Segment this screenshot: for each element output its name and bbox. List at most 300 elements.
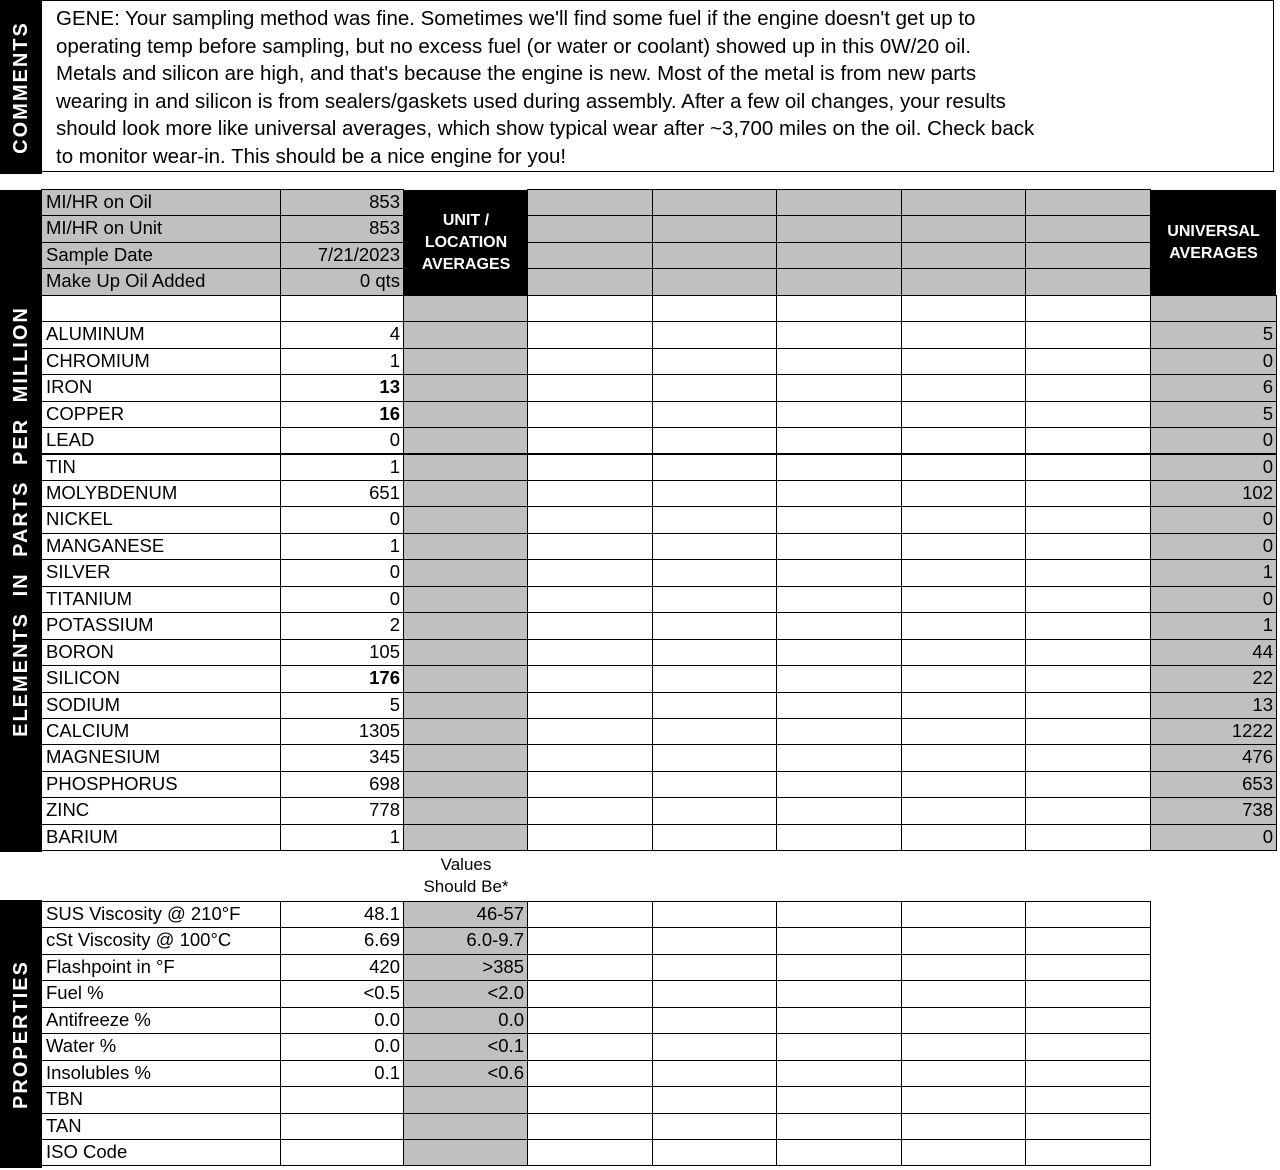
history-cell <box>652 215 777 242</box>
history-cell <box>901 321 1026 348</box>
element-label: MAGNESIUM <box>41 744 281 771</box>
comment-line: Metals and silicon are high, and that's because the engine is new. Most of the metal is from new parts <box>56 62 977 86</box>
history-cell <box>527 692 653 719</box>
unit-average-cell <box>403 639 528 666</box>
history-cell <box>1025 824 1151 851</box>
history-cell <box>652 427 777 454</box>
history-cell <box>776 506 902 533</box>
history-cell <box>776 348 902 375</box>
history-cell <box>1025 744 1151 771</box>
property-should-be: >385 <box>403 954 528 981</box>
history-cell <box>901 771 1026 798</box>
info-label: Sample Date <box>41 242 281 269</box>
history-cell <box>652 321 777 348</box>
header-line: UNIVERSAL <box>1167 223 1260 240</box>
history-cell <box>901 506 1026 533</box>
unit-average-cell <box>403 771 528 798</box>
history-cell <box>652 480 777 507</box>
property-value: 48.1 <box>280 901 404 928</box>
spacer-cell <box>280 295 404 322</box>
universal-average-value: 0 <box>1150 506 1277 533</box>
element-value: 345 <box>280 744 404 771</box>
history-cell <box>901 1113 1026 1140</box>
history-cell <box>527 268 653 295</box>
history-cell <box>776 612 902 639</box>
header-line: Values <box>440 855 492 874</box>
history-cell <box>901 797 1026 824</box>
history-cell <box>776 295 902 322</box>
history-cell <box>652 927 777 954</box>
universal-average-value: 1 <box>1150 612 1277 639</box>
property-label: Water % <box>41 1033 281 1060</box>
history-cell <box>652 348 777 375</box>
history-cell <box>901 901 1026 928</box>
properties-section-label <box>0 900 42 1168</box>
history-cell <box>652 665 777 692</box>
elements-heading: ELEMENTS IN PARTS PER MILLION <box>9 305 32 737</box>
history-cell <box>652 506 777 533</box>
history-cell <box>776 374 902 401</box>
elements-section-label <box>0 190 42 852</box>
header-line: Should Be* <box>423 877 509 896</box>
element-label: IRON <box>41 374 281 401</box>
history-cell <box>901 1139 1026 1166</box>
info-value: 853 <box>280 215 404 242</box>
history-cell <box>652 692 777 719</box>
history-cell <box>1025 1139 1151 1166</box>
info-label: MI/HR on Oil <box>41 189 281 216</box>
history-cell <box>901 374 1026 401</box>
history-cell <box>527 506 653 533</box>
universal-average-value: 22 <box>1150 665 1277 692</box>
element-value: 651 <box>280 480 404 507</box>
history-cell <box>652 401 777 428</box>
history-cell <box>901 692 1026 719</box>
header-line: LOCATION <box>424 234 508 251</box>
history-cell <box>652 824 777 851</box>
history-cell <box>527 1086 653 1113</box>
property-should-be <box>403 1139 528 1166</box>
comment-line: to monitor wear-in. This should be a nice engine for you! <box>56 144 567 168</box>
history-cell <box>652 980 777 1007</box>
history-cell <box>652 771 777 798</box>
property-should-be: 0.0 <box>403 1007 528 1034</box>
history-cell <box>1025 586 1151 613</box>
history-cell <box>901 586 1026 613</box>
history-cell <box>901 427 1026 454</box>
element-value: 698 <box>280 771 404 798</box>
history-cell <box>776 927 902 954</box>
history-cell <box>776 771 902 798</box>
history-cell <box>901 242 1026 269</box>
history-cell <box>776 401 902 428</box>
history-cell <box>776 559 902 586</box>
universal-average-value: 0 <box>1150 348 1277 375</box>
universal-average-value: 653 <box>1150 771 1277 798</box>
history-cell <box>652 954 777 981</box>
history-cell <box>901 718 1026 745</box>
history-cell <box>1025 1007 1151 1034</box>
universal-averages-header <box>1151 190 1276 296</box>
history-cell <box>1025 506 1151 533</box>
universal-average-value: 5 <box>1150 401 1277 428</box>
history-cell <box>1025 559 1151 586</box>
history-cell <box>652 559 777 586</box>
info-value: 0 qts <box>280 268 404 295</box>
universal-average-value: 0 <box>1150 454 1277 481</box>
property-label: Flashpoint in °F <box>41 954 281 981</box>
property-should-be <box>403 1086 528 1113</box>
property-value: 420 <box>280 954 404 981</box>
history-cell <box>901 533 1026 560</box>
element-value: 16 <box>280 401 404 428</box>
element-value: 0 <box>280 506 404 533</box>
history-cell <box>901 268 1026 295</box>
universal-average-value: 476 <box>1150 744 1277 771</box>
unit-average-cell <box>403 401 528 428</box>
history-cell <box>527 1007 653 1034</box>
history-cell <box>776 639 902 666</box>
comment-line: wearing in and silicon is from sealers/gaskets used during assembly. After a few oil changes, your results <box>56 89 1006 113</box>
element-label: NICKEL <box>41 506 281 533</box>
history-cell <box>776 980 902 1007</box>
history-cell <box>652 533 777 560</box>
element-label: POTASSIUM <box>41 612 281 639</box>
info-label: Make Up Oil Added <box>41 268 281 295</box>
history-cell <box>901 454 1026 481</box>
history-cell <box>901 401 1026 428</box>
element-value: 4 <box>280 321 404 348</box>
property-label: TBN <box>41 1086 281 1113</box>
history-cell <box>776 215 902 242</box>
universal-average-value: 5 <box>1150 321 1277 348</box>
history-cell <box>527 612 653 639</box>
history-cell <box>1025 242 1151 269</box>
element-label: BORON <box>41 639 281 666</box>
unit-average-cell <box>403 295 528 322</box>
unit-average-cell <box>403 692 528 719</box>
history-cell <box>901 348 1026 375</box>
element-value: 0 <box>280 559 404 586</box>
history-cell <box>527 980 653 1007</box>
element-value: 1 <box>280 454 404 481</box>
property-value <box>280 1086 404 1113</box>
element-label: SILICON <box>41 665 281 692</box>
history-cell <box>776 665 902 692</box>
history-cell <box>527 242 653 269</box>
unit-average-cell <box>403 533 528 560</box>
property-value <box>280 1113 404 1140</box>
history-cell <box>901 1086 1026 1113</box>
history-cell <box>527 954 653 981</box>
history-cell <box>527 348 653 375</box>
history-cell <box>652 1060 777 1087</box>
element-label: PHOSPHORUS <box>41 771 281 798</box>
history-cell <box>1025 427 1151 454</box>
history-cell <box>901 215 1026 242</box>
property-label: cSt Viscosity @ 100°C <box>41 927 281 954</box>
element-label: ZINC <box>41 797 281 824</box>
unit-average-cell <box>403 480 528 507</box>
history-cell <box>527 1060 653 1087</box>
history-cell <box>527 215 653 242</box>
property-label: Insolubles % <box>41 1060 281 1087</box>
property-value <box>280 1139 404 1166</box>
property-should-be <box>403 1113 528 1140</box>
history-cell <box>776 321 902 348</box>
history-cell <box>776 189 902 216</box>
history-cell <box>776 1086 902 1113</box>
history-cell <box>1025 927 1151 954</box>
history-cell <box>776 718 902 745</box>
property-should-be: <0.6 <box>403 1060 528 1087</box>
history-cell <box>776 692 902 719</box>
history-cell <box>527 1139 653 1166</box>
history-cell <box>652 1007 777 1034</box>
property-should-be: <2.0 <box>403 980 528 1007</box>
history-cell <box>652 1113 777 1140</box>
history-cell <box>1025 612 1151 639</box>
property-should-be: 6.0-9.7 <box>403 927 528 954</box>
values-should-be-header <box>404 854 528 898</box>
history-cell <box>1025 268 1151 295</box>
property-value: <0.5 <box>280 980 404 1007</box>
history-cell <box>527 295 653 322</box>
history-cell <box>652 374 777 401</box>
property-label: SUS Viscosity @ 210°F <box>41 901 281 928</box>
history-cell <box>652 1086 777 1113</box>
history-cell <box>1025 1086 1151 1113</box>
unit-average-cell <box>403 454 528 481</box>
history-cell <box>1025 533 1151 560</box>
history-cell <box>527 824 653 851</box>
history-cell <box>527 480 653 507</box>
element-label: SILVER <box>41 559 281 586</box>
history-cell <box>901 927 1026 954</box>
history-cell <box>527 559 653 586</box>
history-cell <box>776 1113 902 1140</box>
history-cell <box>527 718 653 745</box>
history-cell <box>1025 718 1151 745</box>
history-cell <box>901 189 1026 216</box>
history-cell <box>776 1139 902 1166</box>
history-cell <box>1025 348 1151 375</box>
history-cell <box>527 533 653 560</box>
unit-average-cell <box>403 824 528 851</box>
comments-section-label <box>0 0 42 174</box>
property-label: Antifreeze % <box>41 1007 281 1034</box>
universal-average-cell <box>1150 295 1277 322</box>
history-cell <box>1025 321 1151 348</box>
history-cell <box>652 612 777 639</box>
history-cell <box>901 980 1026 1007</box>
property-value: 0.1 <box>280 1060 404 1087</box>
history-cell <box>901 665 1026 692</box>
universal-average-value: 13 <box>1150 692 1277 719</box>
universal-average-value: 0 <box>1150 533 1277 560</box>
history-cell <box>776 797 902 824</box>
property-value: 0.0 <box>280 1007 404 1034</box>
history-cell <box>652 744 777 771</box>
history-cell <box>1025 1033 1151 1060</box>
history-cell <box>527 1033 653 1060</box>
element-label: MOLYBDENUM <box>41 480 281 507</box>
history-cell <box>776 824 902 851</box>
history-cell <box>776 1007 902 1034</box>
history-cell <box>1025 901 1151 928</box>
universal-average-value: 0 <box>1150 824 1277 851</box>
history-cell <box>527 454 653 481</box>
history-cell <box>1025 480 1151 507</box>
history-cell <box>652 718 777 745</box>
property-should-be: <0.1 <box>403 1033 528 1060</box>
universal-average-value: 738 <box>1150 797 1277 824</box>
history-cell <box>652 901 777 928</box>
history-cell <box>776 533 902 560</box>
property-label: TAN <box>41 1113 281 1140</box>
history-cell <box>652 268 777 295</box>
history-cell <box>527 321 653 348</box>
history-cell <box>776 1060 902 1087</box>
element-value: 0 <box>280 586 404 613</box>
element-value: 778 <box>280 797 404 824</box>
element-value: 1 <box>280 533 404 560</box>
unit-average-cell <box>403 506 528 533</box>
history-cell <box>652 295 777 322</box>
history-cell <box>901 1033 1026 1060</box>
element-label: COPPER <box>41 401 281 428</box>
element-label: LEAD <box>41 427 281 454</box>
history-cell <box>776 480 902 507</box>
comments-heading: COMMENTS <box>9 20 32 154</box>
history-cell <box>901 639 1026 666</box>
universal-average-value: 1222 <box>1150 718 1277 745</box>
history-cell <box>652 797 777 824</box>
history-cell <box>652 1033 777 1060</box>
comment-line: operating temp before sampling, but no excess fuel (or water or coolant) showed up in this 0W/20 oil. <box>56 34 972 58</box>
unit-average-cell <box>403 797 528 824</box>
history-cell <box>1025 1113 1151 1140</box>
element-value: 105 <box>280 639 404 666</box>
history-cell <box>527 771 653 798</box>
comment-line: should look more like universal averages, which show typical wear after ~3,700 miles on the oil. Check back <box>56 117 1035 141</box>
history-cell <box>776 744 902 771</box>
spacer-cell <box>41 295 281 322</box>
properties-heading: PROPERTIES <box>9 959 32 1109</box>
header-line: UNIT / <box>442 212 490 229</box>
universal-average-value: 0 <box>1150 586 1277 613</box>
history-cell <box>527 427 653 454</box>
history-cell <box>1025 401 1151 428</box>
history-cell <box>1025 189 1151 216</box>
property-label: ISO Code <box>41 1139 281 1166</box>
element-label: BARIUM <box>41 824 281 851</box>
history-cell <box>527 189 653 216</box>
unit-average-cell <box>403 559 528 586</box>
header-line: AVERAGES <box>1169 245 1258 262</box>
history-cell <box>901 954 1026 981</box>
element-label: SODIUM <box>41 692 281 719</box>
element-value: 0 <box>280 427 404 454</box>
unit-average-cell <box>403 612 528 639</box>
history-cell <box>527 744 653 771</box>
history-cell <box>1025 797 1151 824</box>
unit-average-cell <box>403 374 528 401</box>
history-cell <box>1025 692 1151 719</box>
history-cell <box>1025 980 1151 1007</box>
element-label: ALUMINUM <box>41 321 281 348</box>
history-cell <box>527 797 653 824</box>
history-cell <box>652 242 777 269</box>
history-cell <box>901 1007 1026 1034</box>
history-cell <box>652 586 777 613</box>
element-value: 5 <box>280 692 404 719</box>
unit-average-cell <box>403 427 528 454</box>
history-cell <box>1025 295 1151 322</box>
unit-average-cell <box>403 665 528 692</box>
unit-average-cell <box>403 348 528 375</box>
history-cell <box>652 639 777 666</box>
history-cell <box>527 401 653 428</box>
history-cell <box>1025 374 1151 401</box>
element-label: TIN <box>41 454 281 481</box>
element-label: CHROMIUM <box>41 348 281 375</box>
history-cell <box>776 954 902 981</box>
history-cell <box>901 559 1026 586</box>
history-cell <box>901 480 1026 507</box>
history-cell <box>901 744 1026 771</box>
comments-box <box>42 0 1274 172</box>
property-value: 6.69 <box>280 927 404 954</box>
history-cell <box>1025 639 1151 666</box>
history-cell <box>652 1139 777 1166</box>
element-value: 176 <box>280 665 404 692</box>
info-value: 853 <box>280 189 404 216</box>
property-should-be: 46-57 <box>403 901 528 928</box>
info-value: 7/21/2023 <box>280 242 404 269</box>
info-label: MI/HR on Unit <box>41 215 281 242</box>
history-cell <box>901 1060 1026 1087</box>
header-line: AVERAGES <box>421 256 511 273</box>
history-cell <box>1025 954 1151 981</box>
history-cell <box>527 665 653 692</box>
history-cell <box>527 1113 653 1140</box>
history-cell <box>776 1033 902 1060</box>
element-value: 2 <box>280 612 404 639</box>
history-cell <box>1025 771 1151 798</box>
history-cell <box>652 454 777 481</box>
history-cell <box>901 295 1026 322</box>
element-label: CALCIUM <box>41 718 281 745</box>
element-label: TITANIUM <box>41 586 281 613</box>
history-cell <box>901 612 1026 639</box>
unit-average-cell <box>403 321 528 348</box>
history-cell <box>1025 1060 1151 1087</box>
element-value: 13 <box>280 374 404 401</box>
history-cell <box>1025 215 1151 242</box>
history-cell <box>1025 665 1151 692</box>
universal-average-value: 6 <box>1150 374 1277 401</box>
universal-average-value: 0 <box>1150 427 1277 454</box>
history-cell <box>776 901 902 928</box>
element-value: 1 <box>280 348 404 375</box>
element-value: 1305 <box>280 718 404 745</box>
unit-location-averages-header <box>404 190 528 296</box>
property-value: 0.0 <box>280 1033 404 1060</box>
unit-average-cell <box>403 718 528 745</box>
history-cell <box>1025 454 1151 481</box>
universal-average-value: 44 <box>1150 639 1277 666</box>
